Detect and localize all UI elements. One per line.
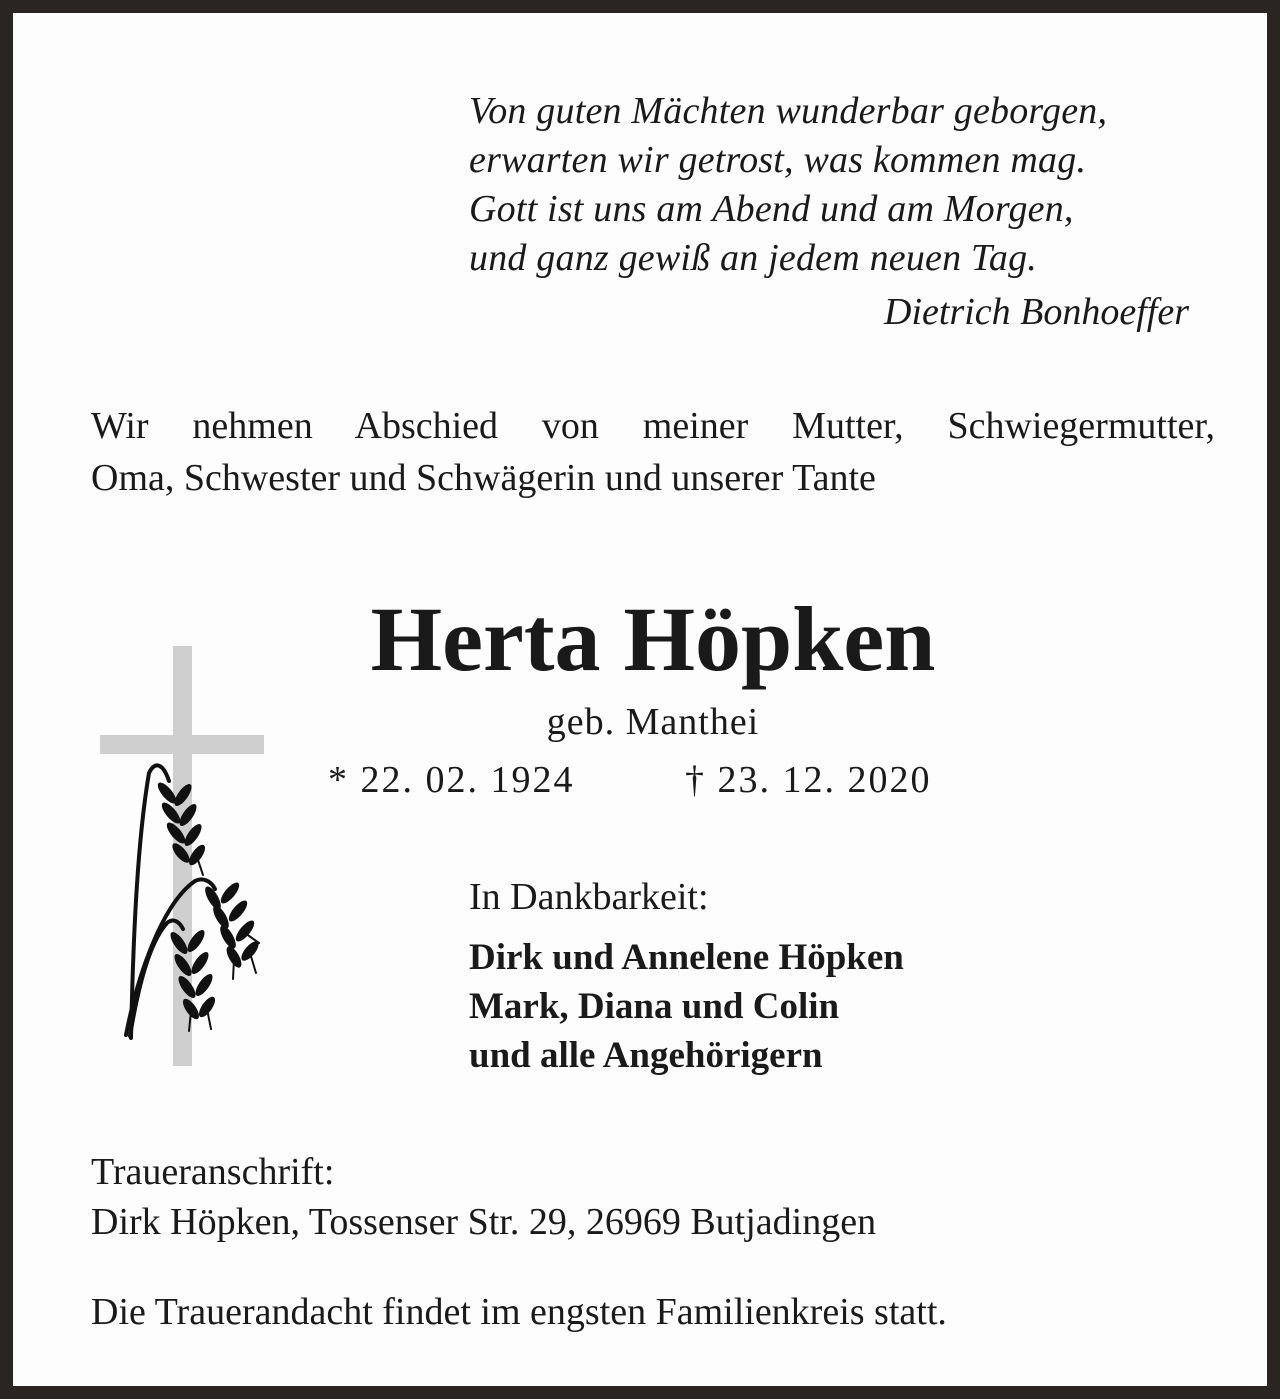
address-label: Traueranschrift:: [91, 1151, 335, 1193]
maiden-name: geb. Manthei: [546, 701, 760, 743]
poem-line: erwarten wir getrost, was kommen mag.: [469, 139, 1087, 181]
wheat-ears-icon: [155, 780, 262, 1022]
mourner-line: Mark, Diana und Colin: [469, 986, 840, 1027]
deceased-name-text: Herta Höpken: [370, 588, 936, 690]
cross-horizontal-bar: [100, 735, 264, 754]
intro-line-2: Oma, Schwester und Schwägerin und unserer Tante: [91, 457, 876, 499]
bonhoeffer-poem: [469, 87, 1229, 283]
poem-line: und ganz gewiß an jedem neuen Tag.: [469, 237, 1037, 279]
death-date: † 23. 12. 2020: [685, 759, 932, 801]
poem-line: Von guten Mächten wunderbar geborgen,: [469, 90, 1108, 132]
intro-line-1: Wir nehmen Abschied von meiner Mutter, Schwiegermutter,: [91, 405, 1215, 447]
mourner-line: Dirk und Annelene Höpken: [469, 937, 904, 978]
address-value: Dirk Höpken, Tossenser Str. 29, 26969 Butjadingen: [91, 1201, 877, 1243]
mourners-list: [469, 933, 904, 1080]
gratitude-label: In Dankbarkeit:: [469, 876, 709, 918]
service-note: Die Trauerandacht findet im engsten Familienkreis statt.: [91, 1291, 947, 1333]
farewell-intro: [91, 400, 1215, 504]
cross-with-wheat-icon: [93, 643, 273, 1073]
birth-date: * 22. 02. 1924: [328, 759, 575, 801]
poem-author: Dietrich Bonhoeffer: [884, 291, 1189, 333]
poem-line: Gott ist uns am Abend und am Morgen,: [469, 188, 1074, 230]
mourning-address: [91, 1147, 876, 1247]
mourner-line: und alle Angehörigern: [469, 1035, 823, 1076]
